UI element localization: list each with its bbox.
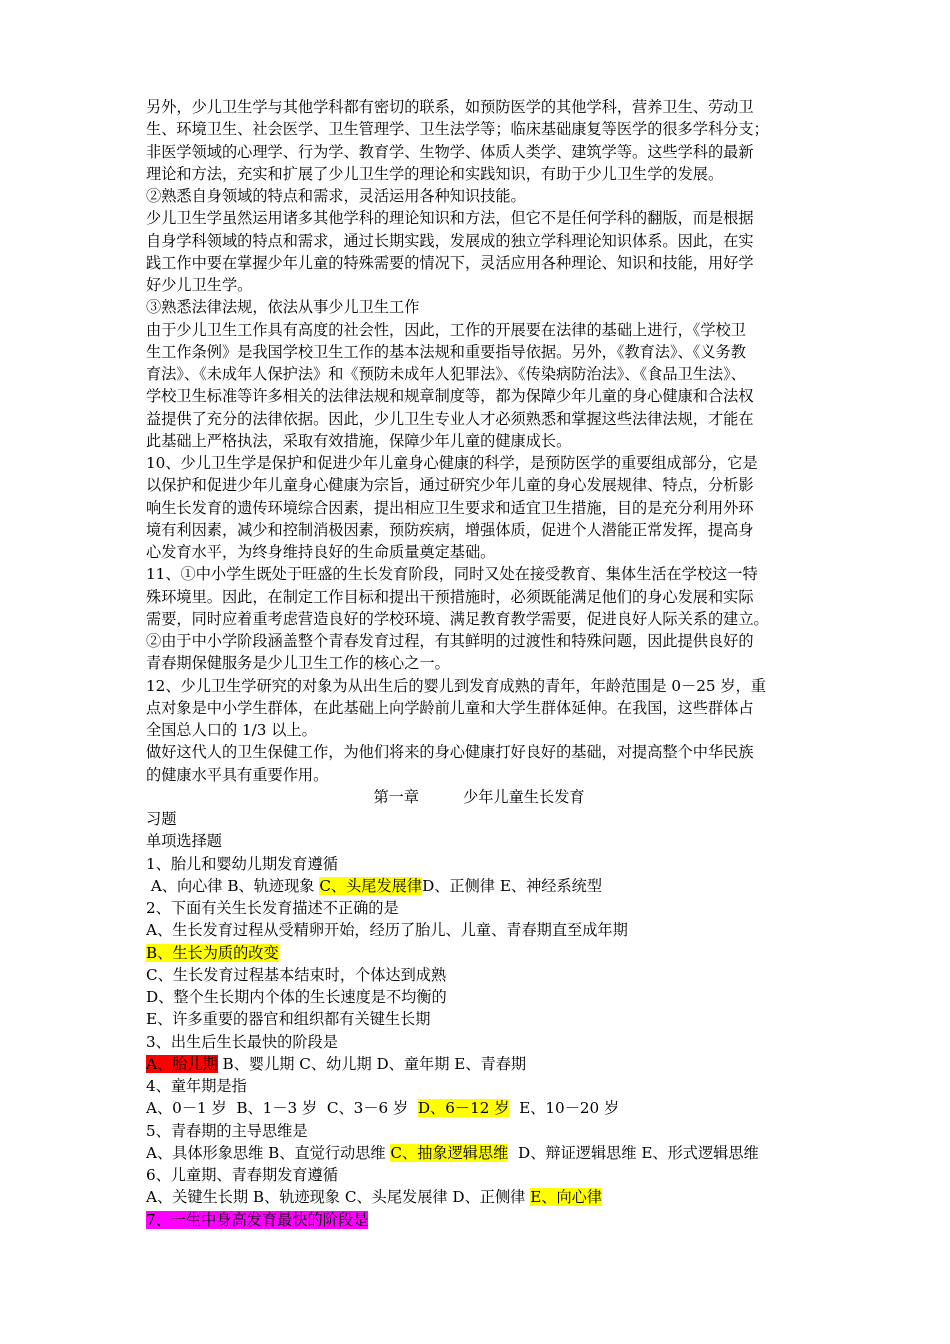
text-line: 响生长发育的遗传环境综合因素，提出相应卫生要求和适宜卫生措施，目的是充分利用外环 bbox=[146, 498, 754, 517]
exercises-heading: 习题 bbox=[146, 810, 177, 828]
text-line: 全国总人口的 1/3 以上。 bbox=[146, 721, 317, 739]
text-line: 理论和方法，充实和扩展了少儿卫生学的理论和实践知识，有助于少儿卫生学的发展。 bbox=[146, 164, 724, 183]
question-2: 2、下面有关生长发育描述不正确的是 bbox=[146, 899, 399, 917]
paragraph-point-3 bbox=[146, 296, 812, 318]
text-line: 由于少儿卫生工作具有高度的社会性，因此，工作的开展要在法律的基础上进行，《学校卫 bbox=[146, 320, 746, 339]
question-5-options bbox=[146, 1142, 812, 1164]
chapter-title: 少年儿童生长发育 bbox=[463, 787, 585, 806]
text-line: 需要，同时应着重考虑营造良好的学校环境、满足教育教学需要，促进良好人际关系的建立。 bbox=[146, 609, 769, 628]
question-4-options bbox=[146, 1097, 812, 1119]
question-5: 5、青春期的主导思维是 bbox=[146, 1121, 308, 1140]
question-6: 6、儿童期、青春期发育遵循 bbox=[146, 1166, 338, 1184]
question-2-option-a: A、生长发育过程从受精卵开始，经历了胎儿、儿童、青春期直至成年期 bbox=[146, 921, 628, 940]
text-line: 非医学领域的心理学、行为学、教育学、生物学、体质人类学、建筑学等。这些学科的最新 bbox=[146, 142, 754, 161]
question-1: 1、胎儿和婴幼儿期发育遵循 bbox=[146, 854, 338, 873]
paragraph-related-disciplines bbox=[146, 96, 812, 185]
text-line: 生工作条例》是我国学校卫生工作的基本法规和重要指导依据。另外，《教育法》、《义务教 bbox=[146, 342, 746, 361]
question-4: 4、童年期是指 bbox=[146, 1077, 247, 1095]
text-line: 生、环境卫生、社会医学、卫生管理学、卫生法学等；临床基础康复等医学的很多学科分支； bbox=[146, 120, 769, 139]
question-7-highlight: 7、一生中身高发育最快的阶段是 bbox=[146, 1210, 369, 1229]
text-line: 的健康水平具有重要作用。 bbox=[146, 765, 329, 784]
text-line: 10、少儿卫生学是保护和促进少年儿童身心健康的科学，是预防医学的重要组成部分，它是 bbox=[146, 454, 758, 472]
paragraph-answer-12 bbox=[146, 675, 812, 742]
question-3-options-rest: B、婴儿期 C、幼儿期 D、童年期 E、青春期 bbox=[217, 1054, 527, 1073]
text-line: 做好这代人的卫生保健工作，为他们将来的身心健康打好良好的基础，对提高整个中华民族 bbox=[146, 743, 754, 762]
text-line: 心发育水平，为终身维持良好的生命质量奠定基础。 bbox=[146, 543, 496, 561]
text-line: ②由于中小学阶段涵盖整个青春发育过程，有其鲜明的过渡性和特殊问题，因此提供良好的 bbox=[146, 632, 754, 650]
question-7 bbox=[146, 1209, 812, 1231]
question-2-option-c: C、生长发育过程基本结束时，个体达到成熟 bbox=[146, 965, 447, 984]
question-3: 3、出生后生长最快的阶段是 bbox=[146, 1032, 338, 1051]
question-1-options-d-e: D、正侧律 E、神经系统型 bbox=[422, 876, 603, 895]
question-4-answer-highlight: D、6－12 岁 bbox=[417, 1099, 510, 1118]
question-5-answer-highlight: C、抽象逻辑思维 bbox=[390, 1143, 509, 1162]
chapter-number: 第一章 bbox=[373, 787, 420, 806]
paragraph-independent-discipline bbox=[146, 207, 812, 296]
question-5-options-post: D、辩证逻辑思维 E、形式逻辑思维 bbox=[508, 1143, 759, 1162]
question-2-answer-highlight: B、生长为质的改变 bbox=[146, 943, 279, 962]
text-line: 以保护和促进少年儿童身心健康为宗旨，通过研究少年儿童的身心发展规律、特点，分析影 bbox=[146, 476, 754, 495]
paragraph-laws bbox=[146, 319, 812, 453]
question-1-options bbox=[146, 875, 812, 897]
question-6-answer-highlight: E、向心律 bbox=[530, 1188, 603, 1207]
chapter-heading bbox=[146, 786, 812, 808]
question-1-answer-highlight: C、头尾发展律 bbox=[319, 876, 423, 895]
question-6-options bbox=[146, 1186, 812, 1208]
text-line: 少儿卫生学虽然运用诸多其他学科的理论知识和方法，但它不是任何学科的翻版，而是根据 bbox=[146, 209, 754, 228]
text-line: 益提供了充分的法律依据。因此，少儿卫生专业人才必须熟悉和掌握这些法律法规，才能在 bbox=[146, 409, 754, 428]
question-5-options-pre: A、具体形象思维 B、直觉行动思维 bbox=[146, 1143, 391, 1162]
question-4-options-pre: A、0－1 岁 B、1－3 岁 C、3－6 岁 bbox=[146, 1099, 418, 1118]
text-line: 殊环境里。因此，在制定工作目标和提出干预措施时，必须既能满足他们的身心发展和实际 bbox=[146, 587, 754, 606]
document-page bbox=[146, 96, 812, 1231]
section-heading: 单项选择题 bbox=[146, 832, 222, 851]
text-line: 育法》、《未成年人保护法》和《预防未成年人犯罪法》、《传染病防治法》、《食品卫生法》、 bbox=[146, 365, 746, 383]
paragraph-conclusion bbox=[146, 741, 812, 786]
question-2-option-e: E、许多重要的器官和组织都有关键生长期 bbox=[146, 1010, 431, 1029]
question-3-options bbox=[146, 1053, 812, 1075]
text-line: 自身学科领域的特点和需求，通过长期实践，发展成的独立学科理论知识体系。因此，在实 bbox=[146, 231, 754, 250]
text-line: 另外，少儿卫生学与其他学科都有密切的联系，如预防医学的其他学科，营养卫生、劳动卫 bbox=[146, 98, 754, 116]
text-line: 境有利因素，减少和控制消极因素，预防疾病，增强体质，促进个人潜能正常发挥，提高身 bbox=[146, 520, 754, 539]
text-line: 12、少儿卫生学研究的对象为从出生后的婴儿到发育成熟的青年，年龄范围是 0－25 岁，重 bbox=[146, 676, 766, 695]
question-6-options-pre: A、关键生长期 B、轨迹现象 C、头尾发展律 D、正侧律 bbox=[146, 1188, 531, 1207]
question-2-option-d: D、整个生长期内个体的生长速度是不均衡的 bbox=[146, 988, 447, 1006]
question-1-options-a-b: A、向心律 B、轨迹现象 bbox=[150, 876, 320, 895]
text-line: ③熟悉法律法规，依法从事少儿卫生工作 bbox=[146, 298, 420, 317]
text-line: 此基础上严格执法，采取有效措施，保障少年儿童的健康成长。 bbox=[146, 431, 572, 450]
paragraph-answer-10 bbox=[146, 452, 812, 563]
paragraph-answer-11 bbox=[146, 563, 812, 674]
text-line: 好少儿卫生学。 bbox=[146, 276, 253, 294]
question-2-option-b bbox=[146, 942, 812, 964]
text-line: 践工作中要在掌握少年儿童的特殊需要的情况下，灵活应用各种理论、知识和技能，用好学 bbox=[146, 253, 754, 272]
text-line: ②熟悉自身领域的特点和需求，灵活运用各种知识技能。 bbox=[146, 187, 526, 205]
question-3-answer-highlight: A、胎儿期 bbox=[146, 1054, 218, 1073]
text-line: 青春期保健服务是少儿卫生工作的核心之一。 bbox=[146, 654, 450, 673]
text-line: 11、①中小学生既处于旺盛的生长发育阶段，同时又处在接受教育、集体生活在学校这一特 bbox=[146, 565, 758, 584]
question-4-options-post: E、10－20 岁 bbox=[509, 1099, 620, 1118]
text-line: 学校卫生标准等许多相关的法律法规和规章制度等，都为保障少年儿童的身心健康和合法权 bbox=[146, 387, 754, 406]
text-line: 点对象是中小学生群体，在此基础上向学龄前儿童和大学生群体延伸。在我国，这些群体占 bbox=[146, 698, 754, 717]
paragraph-point-2 bbox=[146, 185, 812, 207]
